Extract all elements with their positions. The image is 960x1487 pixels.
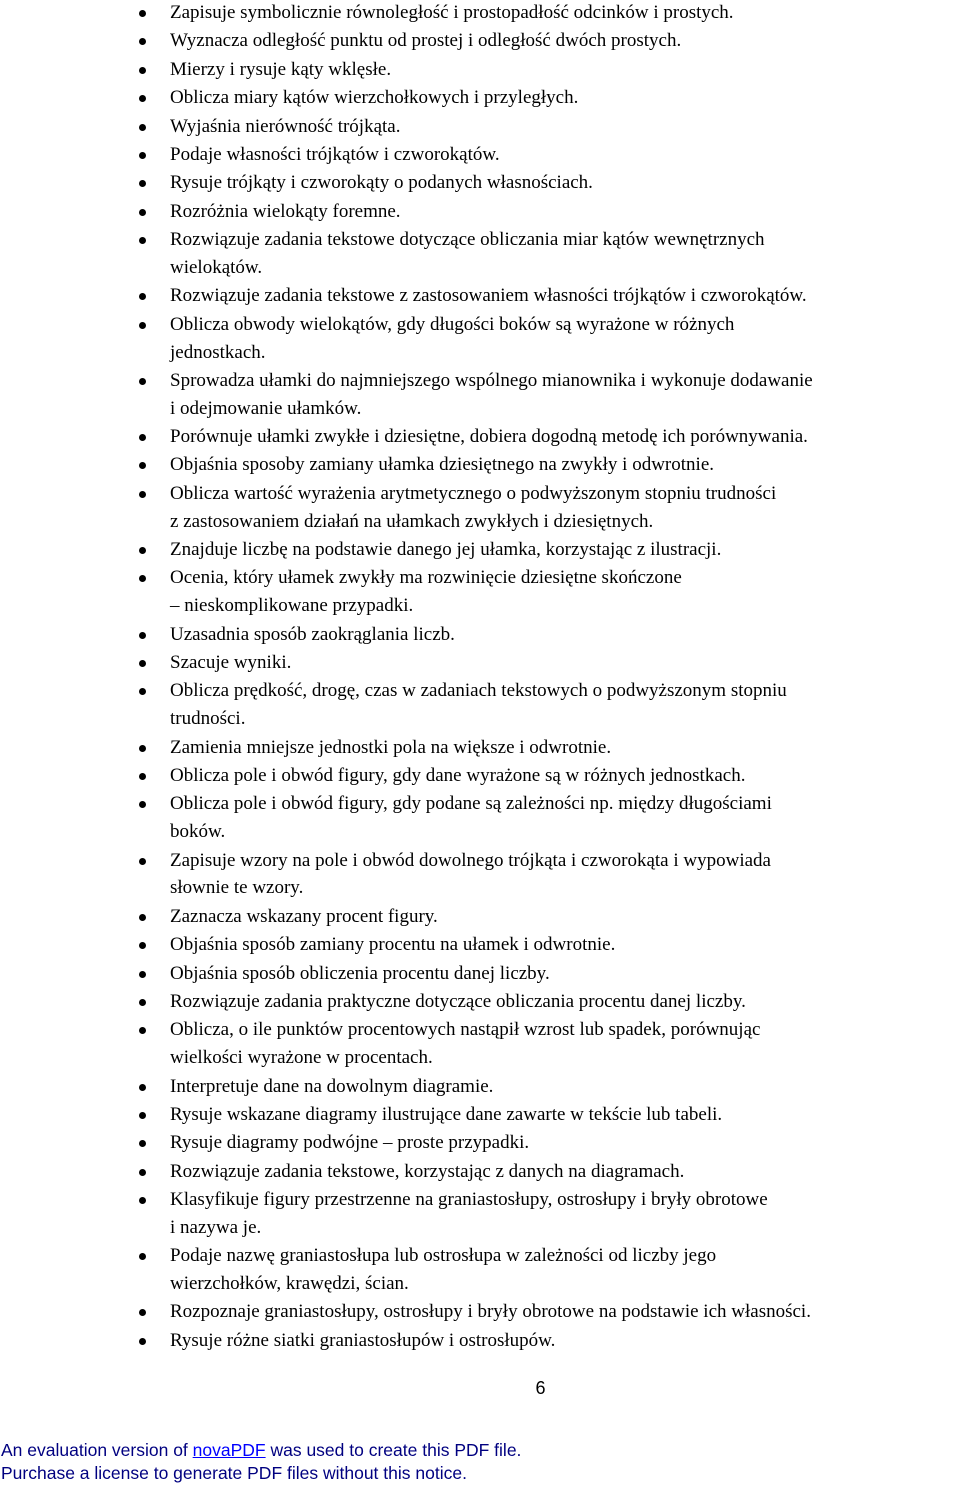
bullet-icon [139, 1140, 146, 1147]
list-item [0, 84, 960, 112]
bullet-icon [139, 942, 146, 949]
bullet-icon [139, 152, 146, 159]
list-item [0, 847, 960, 903]
list-item-text: Oblicza pole i obwód figury, gdy dane wyrażone są w różnych jednostkach. [170, 764, 746, 786]
list-item-text: Zamienia mniejsze jednostki pola na większe i odwrotnie. [170, 736, 612, 758]
list-item [0, 27, 960, 55]
notice-suffix: was used to create this PDF file. [265, 1440, 522, 1460]
list-item-text: Oblicza obwody wielokątów, gdy długości boków są wyrażone w różnych jednostkach. [170, 313, 735, 363]
list-item [0, 56, 960, 84]
bullet-icon [139, 1338, 146, 1345]
bullet-icon [139, 575, 146, 582]
list-item-text: Oblicza wartość wyrażenia arytmetycznego o podwyższonym stopniu trudności z zastosowaniem działań na ułamkach zwykłych i dziesiętnych. [170, 482, 777, 532]
bullet-icon [139, 858, 146, 865]
list-item [0, 423, 960, 451]
list-item-text: Szacuje wyniki. [170, 652, 292, 674]
list-item [0, 931, 960, 959]
list-item-text: Mierzy i rysuje kąty wklęsłe. [170, 58, 392, 80]
list-item-text: Ocenia, który ułamek zwykły ma rozwinięcie dziesiętne skończone – nieskomplikowane przypadki. [170, 567, 682, 617]
list-item-text: Znajduje liczbę na podstawie danego jej ułamka, korzystając z ilustracji. [170, 539, 722, 561]
bullet-icon [139, 434, 146, 441]
bullet-icon [139, 999, 146, 1006]
list-item [0, 1242, 960, 1298]
bullet-icon [139, 38, 146, 45]
list-item-text: Rysuje diagramy podwójne – proste przypadki. [170, 1132, 530, 1154]
list-item-text: Podaje własności trójkątów i czworokątów. [170, 143, 500, 165]
bullet-icon [139, 237, 146, 244]
list-item-text: Rozwiązuje zadania tekstowe dotyczące obliczania miar kątów wewnętrznych wielokątów. [170, 229, 765, 278]
list-item-text: Rysuje wskazane diagramy ilustrujące dane zawarte w tekście lub tabeli. [170, 1103, 723, 1125]
bullet-icon [139, 1197, 146, 1204]
list-item-text: Objaśnia sposób obliczenia procentu danej liczby. [170, 962, 550, 984]
bullet-icon [139, 209, 146, 216]
list-item-text: Objaśnia sposoby zamiany ułamka dziesiętnego na zwykły i odwrotnie. [170, 454, 715, 476]
bullet-icon [139, 378, 146, 385]
list-item [0, 988, 960, 1016]
list-item [0, 903, 960, 931]
list-item-text: Rozwiązuje zadania praktyczne dotyczące obliczania procentu danej liczby. [170, 990, 746, 1012]
list-item [0, 1073, 960, 1101]
bullet-icon [139, 322, 146, 329]
bullet-icon [139, 462, 146, 469]
list-item-text: Rozróżnia wielokąty foremne. [170, 200, 401, 222]
list-item [0, 226, 960, 282]
evaluation-notice-line-2: Purchase a license to generate PDF files without this notice. [1, 1463, 467, 1483]
bullet-icon [139, 914, 146, 921]
bullet-icon [139, 688, 146, 695]
list-item-text: Wyjaśnia nierówność trójkąta. [170, 115, 401, 137]
bullet-icon [139, 95, 146, 102]
list-item [0, 1327, 960, 1355]
bullet-icon [139, 1309, 146, 1316]
list-item-text: Zapisuje symbolicznie równoległość i prostopadłość odcinków i prostych. [170, 2, 734, 23]
bullet-icon [139, 1253, 146, 1260]
list-item-text: Wyznacza odległość punktu od prostej i odległość dwóch prostych. [170, 30, 682, 52]
list-item [0, 1129, 960, 1157]
list-item [0, 1186, 960, 1242]
list-item [0, 198, 960, 226]
bullet-icon [139, 547, 146, 554]
list-item [0, 169, 960, 197]
list-item-text: Rozwiązuje zadania tekstowe z zastosowaniem własności trójkątów i czworokątów. [170, 285, 807, 307]
list-item-text: Rysuje różne siatki graniastosłupów i ostrosłupów. [170, 1329, 556, 1351]
list-item [0, 113, 960, 141]
bullet-icon [139, 1084, 146, 1091]
page-number: 6 [535, 1378, 546, 1398]
bullet-icon [139, 10, 146, 17]
bullet-icon [139, 745, 146, 752]
list-item [0, 677, 960, 733]
bullet-icon [139, 660, 146, 667]
list-item [0, 649, 960, 677]
list-item [0, 367, 960, 423]
list-item [0, 311, 960, 367]
list-item-text: Oblicza prędkość, drogę, czas w zadaniach tekstowych o podwyższonym stopniu trudności. [170, 680, 787, 730]
bullet-icon [139, 293, 146, 300]
list-item [0, 564, 960, 620]
list-item-text: Porównuje ułamki zwykłe i dziesiętne, dobiera dogodną metodę ich porównywania. [170, 426, 808, 448]
evaluation-notice [1, 1439, 521, 1485]
list-item-text: Rozpoznaje graniastosłupy, ostrosłupy i bryły obrotowe na podstawie ich własności. [170, 1301, 811, 1323]
list-item [0, 1101, 960, 1129]
list-item-text: Podaje nazwę graniastosłupa lub ostrosłupa w zależności od liczby jego wierzchołków, krawędzi, ścian. [170, 1245, 717, 1295]
notice-prefix: An evaluation version of [1, 1440, 193, 1460]
evaluation-notice-line-1 [1, 1439, 521, 1462]
bullet-icon [139, 1027, 146, 1034]
list-item-text: Oblicza pole i obwód figury, gdy podane są zależności np. między długościami boków. [170, 793, 772, 843]
list-item-text: Zapisuje wzory na pole i obwód dowolnego trójkąta i czworokąta i wypowiada słownie te wzory. [170, 849, 771, 899]
bullet-icon [139, 1112, 146, 1119]
bullet-icon [139, 801, 146, 808]
list-item [0, 141, 960, 169]
bullet-icon [139, 180, 146, 187]
novapdf-link[interactable]: novaPDF [192, 1440, 266, 1460]
list-item-text: Rozwiązuje zadania tekstowe, korzystając z danych na diagramach. [170, 1160, 685, 1182]
bullet-icon [139, 491, 146, 498]
bullet-icon [139, 773, 146, 780]
bullet-icon [139, 67, 146, 74]
list-item-text: Interpretuje dane na dowolnym diagramie. [170, 1075, 494, 1097]
list-item-text: Uzasadnia sposób zaokrąglania liczb. [170, 623, 455, 645]
list-item [0, 734, 960, 762]
list-item-text: Oblicza miary kątów wierzchołkowych i przyległych. [170, 87, 579, 109]
list-item [0, 282, 960, 310]
list-item [0, 1298, 960, 1326]
bullet-icon [139, 632, 146, 639]
list-item [0, 451, 960, 479]
bullet-icon [139, 124, 146, 131]
list-item-text: Rysuje trójkąty i czworokąty o podanych własnościach. [170, 172, 593, 194]
list-item-text: Sprowadza ułamki do najmniejszego wspólnego mianownika i wykonuje dodawanie i odejmowanie ułamków. [170, 369, 813, 419]
list-item [0, 1016, 960, 1072]
list-item [0, 1158, 960, 1186]
list-item-text: Zaznacza wskazany procent figury. [170, 905, 438, 927]
bullet-icon [139, 1169, 146, 1176]
list-item-text: Klasyfikuje figury przestrzenne na graniastosłupy, ostrosłupy i bryły obrotowe i nazywa je. [170, 1189, 768, 1238]
list-item [0, 536, 960, 564]
list-item [0, 960, 960, 988]
list-item [0, 790, 960, 846]
list-item [0, 0, 960, 27]
list-item-text: Objaśnia sposób zamiany procentu na ułamek i odwrotnie. [170, 934, 616, 956]
list-item [0, 480, 960, 536]
list-item [0, 621, 960, 649]
bullet-icon [139, 971, 146, 978]
list-item-text: Oblicza, o ile punktów procentowych nastąpił wzrost lub spadek, porównując wielkości wyrażone w procentach. [170, 1019, 761, 1069]
list-item [0, 762, 960, 790]
